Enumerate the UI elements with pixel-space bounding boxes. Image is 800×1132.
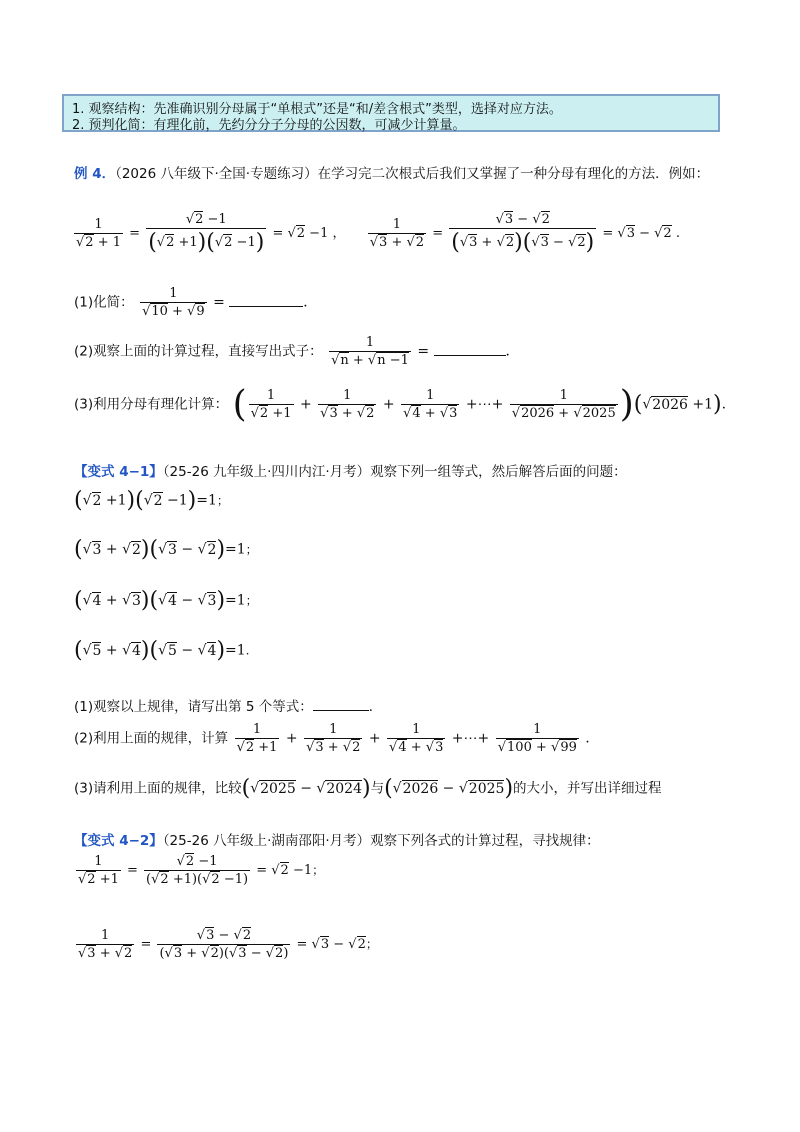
variant-4-1-text: （25-26 九年级上·四川内江·月考）观察下列一组等式，然后解答后面的问题： xyxy=(162,464,627,480)
variant-4-2-text: （25-26 八年级上·湖南邵阳·月考）观察下列各式的计算过程，寻找规律： xyxy=(162,833,600,849)
variant-4-2-label: 【变式 4−2】 xyxy=(74,833,163,849)
example-4-text: （2026 八年级下·全国·专题练习）在学习完二次根式后我们又掌握了一种分母有理化的方法．例如： xyxy=(115,166,710,182)
example-4-q3: (3)利用分母有理化计算： ( $\frac{1}{√2 +1}$ + $\frac{1}{√3 + √2}$ + $\frac{1}{√4 + √3}$ +⋯+ $\frac{1}{√2026 + √2025}$ )(√2026 +1). xyxy=(74,384,727,425)
example-4-header xyxy=(74,162,709,182)
example-4-q2: (2)观察上面的计算过程，直接写出式子： $\frac{1}{√n + √n -1}$ = ． xyxy=(74,335,520,368)
variant-4-2-formula-2: $\frac{1}{√3 + √2}$ = $\frac{√3 - √2}{(√3 + √2)(√3 - √2)}$ = √3 − √2； xyxy=(78,928,378,961)
tip-line-1: 1. 观察结构：先准确识别分母属于“单根式”还是“和/差含根式”类型，选择对应方法。 xyxy=(72,102,562,117)
variant-4-1-q3: (3)请利用上面的规律，比较(√2025 − √2024)与(√2026 − √2025)的大小，并写出详细过程 xyxy=(74,776,662,801)
variant-4-1-q2: (2)利用上面的规律，计算 $\frac{1}{√2 +1}$ + $\frac{1}{√3 + √2}$ + $\frac{1}{√4 + √3}$ +⋯+ $\frac{1}{√100 + √99}$ . xyxy=(74,722,590,755)
identity-3: (√4 + √3)(√4 − √3)=1； xyxy=(74,588,258,613)
variant-4-2-header xyxy=(74,829,600,849)
example-4-q1: (1)化简： $\frac{1}{√10 + √9}$ = ． xyxy=(74,286,318,319)
identity-2: (√3 + √2)(√3 − √2)=1； xyxy=(74,537,258,562)
variant-4-2-formula-1: $\frac{1}{√2 +1}$ = $\frac{√2 -1}{(√2 +1)(√2 -1)}$ = √2 −1； xyxy=(78,854,325,887)
answer-blank[interactable] xyxy=(313,710,369,711)
example-4-label: 例 4． xyxy=(74,166,116,182)
variant-4-1-label: 【变式 4−1】 xyxy=(74,464,163,480)
identity-1: (√2 +1)(√2 −1)=1； xyxy=(74,488,229,513)
identity-4: (√5 + √4)(√5 − √4)=1. xyxy=(74,638,250,663)
answer-blank[interactable] xyxy=(434,355,506,356)
variant-4-1-q1: (1)观察以上规律，请写出第 5 个等式： ． xyxy=(74,699,383,715)
answer-blank[interactable] xyxy=(229,306,303,307)
example-4-formula: $\frac{1}{√2 + 1}$ = $\frac{√2 -1}{(√2 +1)(√2 -1)}$ = √2 −1 ， $\frac{1}{√3 + √2}$ = $\frac{√3 - √2}{(√3 + √2)(√3 - √2)}$ = √3 − √2 . xyxy=(76,212,680,255)
variant-4-1-header xyxy=(74,460,627,480)
tip-box xyxy=(62,94,720,132)
tip-line-2: 2. 预判化简：有理化前，先约分分子分母的公因数，可减少计算量。 xyxy=(72,118,466,133)
